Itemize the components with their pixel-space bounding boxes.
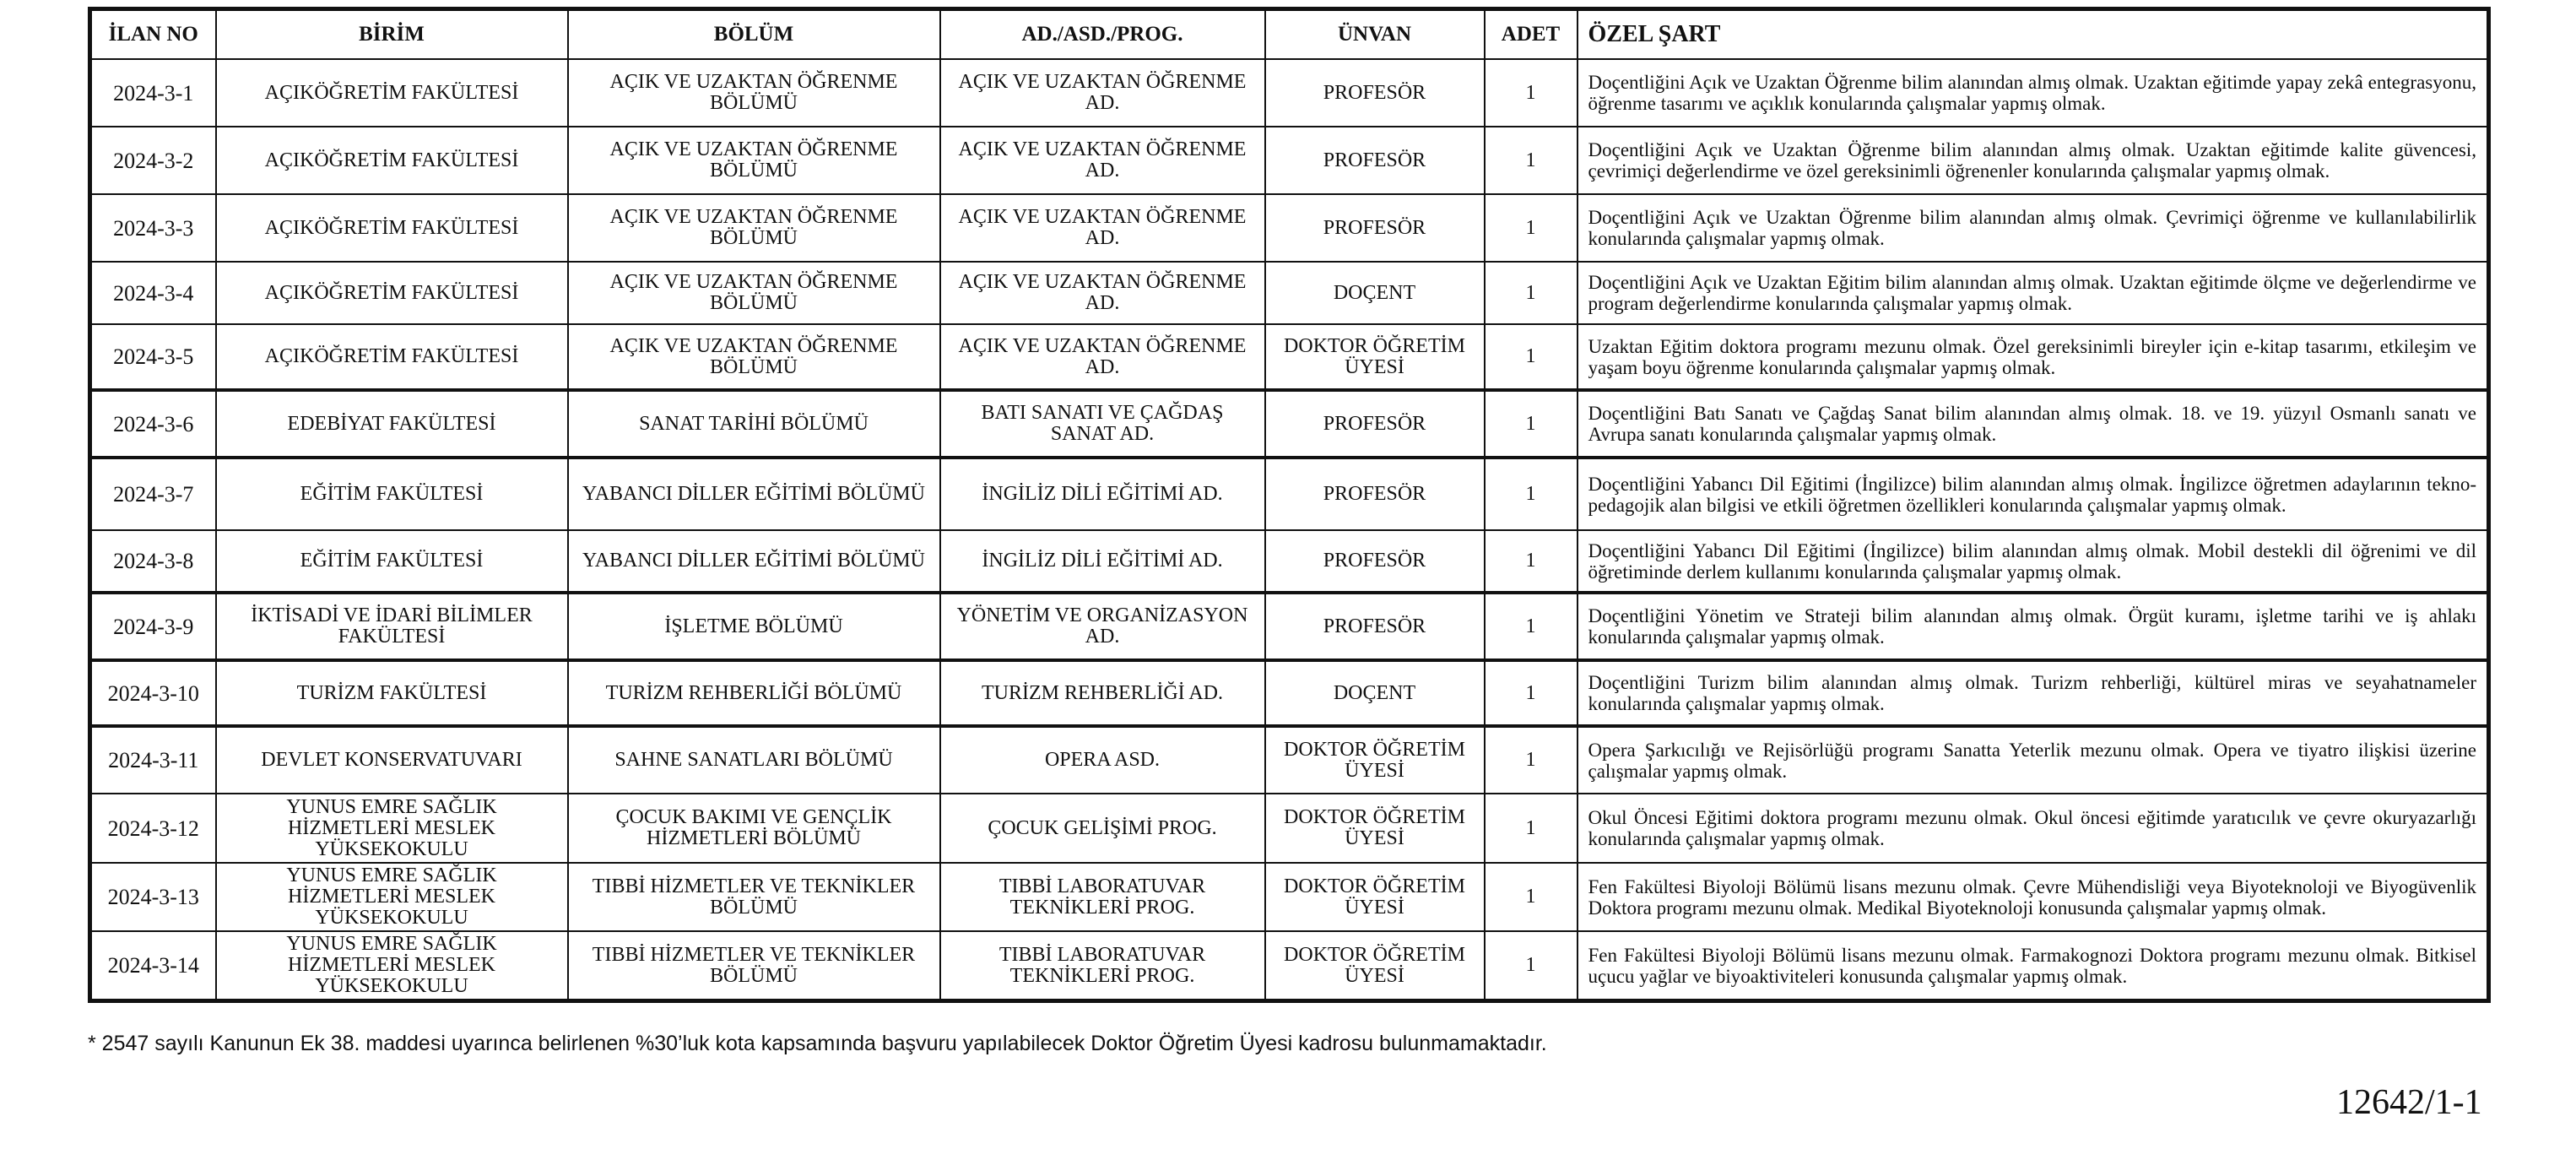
cell-ilan-no: 2024-3-11 [90,726,216,794]
header-bolum: BÖLÜM [568,9,940,60]
header-ilan-no: İLAN NO [90,9,216,60]
cell-unvan: DOKTOR ÖĞRETİM ÜYESİ [1265,726,1485,794]
cell-unvan: PROFESÖR [1265,194,1485,262]
footnote: * 2547 sayılı Kanunun Ek 38. maddesi uyarınca belirlenen %30’luk kota kapsamında başvuru yapılabilecek Doktor Öğretim Üyesi kadrosu bulunmamaktadır. [88,1032,1547,1055]
cell-bolum: AÇIK VE UZAKTAN ÖĞRENME BÖLÜMÜ [568,127,940,194]
table-row [90,127,2489,194]
cell-ilan-no: 2024-3-1 [90,59,216,127]
cell-bolum: TURİZM REHBERLİĞİ BÖLÜMÜ [568,660,940,726]
cell-bolum: SAHNE SANATLARI BÖLÜMÜ [568,726,940,794]
table-row [90,262,2489,324]
cell-unvan: DOÇENT [1265,262,1485,324]
header-ozel-sart: ÖZEL ŞART [1578,9,2489,60]
table-row [90,593,2489,660]
cell-adet: 1 [1485,726,1578,794]
cell-ozel-sart: Doçentliğini Açık ve Uzaktan Öğrenme bilim alanından almış olmak. Uzaktan eğitimde yapay zekâ entegrasyonu, öğrenme tasarımı ve açıklık konularında çalışmalar yapmış olmak. [1578,59,2489,127]
cell-unvan: DOKTOR ÖĞRETİM ÜYESİ [1265,794,1485,863]
cell-ilan-no: 2024-3-3 [90,194,216,262]
cell-bolum: İŞLETME BÖLÜMÜ [568,593,940,660]
header-adet: ADET [1485,9,1578,60]
cell-adet: 1 [1485,262,1578,324]
cell-ad-asd-prog: OPERA ASD. [940,726,1265,794]
cell-birim: TURİZM FAKÜLTESİ [216,660,568,726]
cell-birim: AÇIKÖĞRETİM FAKÜLTESİ [216,59,568,127]
cell-ad-asd-prog: İNGİLİZ DİLİ EĞİTİMİ AD. [940,530,1265,593]
cell-ilan-no: 2024-3-12 [90,794,216,863]
cell-ozel-sart: Opera Şarkıcılığı ve Rejisörlüğü programı Sanatta Yeterlik mezunu olmak. Opera ve tiyatro ilişkisi üzerine çalışmalar yapmış olmak. [1578,726,2489,794]
cell-unvan: PROFESÖR [1265,59,1485,127]
cell-ozel-sart: Doçentliğini Yabancı Dil Eğitimi (İngilizce) bilim alanından almış olmak. Mobil destekli dil öğrenimi ve dil öğretiminde derlem kullanımı konularında çalışmalar yapmış olmak. [1578,530,2489,593]
cell-ozel-sart: Fen Fakültesi Biyoloji Bölümü lisans mezunu olmak. Çevre Mühendisliği veya Biyoteknoloji ve Biyogüvenlik Doktora programı mezunu olmak. Medikal Biyoteknoloji konusunda çalışmalar yapmış olmak. [1578,863,2489,931]
cell-ilan-no: 2024-3-13 [90,863,216,931]
cell-birim: AÇIKÖĞRETİM FAKÜLTESİ [216,324,568,390]
cell-bolum: ÇOCUK BAKIMI VE GENÇLİK HİZMETLERİ BÖLÜMÜ [568,794,940,863]
cell-ad-asd-prog: TURİZM REHBERLİĞİ AD. [940,660,1265,726]
cell-bolum: AÇIK VE UZAKTAN ÖĞRENME BÖLÜMÜ [568,59,940,127]
cell-adet: 1 [1485,390,1578,458]
table-row [90,794,2489,863]
table-row [90,530,2489,593]
cell-bolum: AÇIK VE UZAKTAN ÖĞRENME BÖLÜMÜ [568,262,940,324]
cell-ozel-sart: Fen Fakültesi Biyoloji Bölümü lisans mezunu olmak. Farmakognozi Doktora programı mezunu olmak. Bitkisel uçucu yağlar ve biyoaktiviteleri konusunda çalışmalar yapmış olmak. [1578,931,2489,1001]
cell-ozel-sart: Doçentliğini Batı Sanatı ve Çağdaş Sanat bilim alanından almış olmak. 18. ve 19. yüzyıl Osmanlı sanatı ve Avrupa sanatı konularında çalışmalar yapmış olmak. [1578,390,2489,458]
cell-ozel-sart: Doçentliğini Turizm bilim alanından almış olmak. Turizm rehberliği, kültürel miras ve seyahatnameler konularında çalışmalar yapmış olmak. [1578,660,2489,726]
cell-adet: 1 [1485,530,1578,593]
table-row [90,931,2489,1001]
cell-unvan: DOKTOR ÖĞRETİM ÜYESİ [1265,931,1485,1001]
cell-ad-asd-prog: AÇIK VE UZAKTAN ÖĞRENME AD. [940,127,1265,194]
cell-ad-asd-prog: AÇIK VE UZAKTAN ÖĞRENME AD. [940,262,1265,324]
cell-ozel-sart: Okul Öncesi Eğitimi doktora programı mezunu olmak. Okul öncesi eğitimde yaratıcılık ve çevre okuryazarlığı konularında çalışmalar yapmış olmak. [1578,794,2489,863]
cell-bolum: TIBBİ HİZMETLER VE TEKNİKLER BÖLÜMÜ [568,863,940,931]
cell-ilan-no: 2024-3-8 [90,530,216,593]
cell-ozel-sart: Doçentliğini Yönetim ve Strateji bilim alanından almış olmak. Örgüt kuramı, işletme tarihi ve iş ahlakı konularında çalışmalar yapmış olmak. [1578,593,2489,660]
cell-bolum: AÇIK VE UZAKTAN ÖĞRENME BÖLÜMÜ [568,194,940,262]
cell-adet: 1 [1485,593,1578,660]
cell-birim: AÇIKÖĞRETİM FAKÜLTESİ [216,194,568,262]
cell-ilan-no: 2024-3-4 [90,262,216,324]
document-reference-number: 12642/1-1 [2336,1083,2482,1122]
header-unvan: ÜNVAN [1265,9,1485,60]
cell-ozel-sart: Uzaktan Eğitim doktora programı mezunu olmak. Özel gereksinimli bireyler için e-kitap tasarımı, etkileşim ve yaşam boyu öğrenme konularında çalışmalar yapmış olmak. [1578,324,2489,390]
cell-ad-asd-prog: BATI SANATI VE ÇAĞDAŞ SANAT AD. [940,390,1265,458]
cell-birim: İKTİSADİ VE İDARİ BİLİMLER FAKÜLTESİ [216,593,568,660]
cell-bolum: SANAT TARİHİ BÖLÜMÜ [568,390,940,458]
cell-ilan-no: 2024-3-6 [90,390,216,458]
cell-ozel-sart: Doçentliğini Yabancı Dil Eğitimi (İngilizce) bilim alanından almış olmak. İngilizce öğretmen adaylarının tekno-pedagojik alan bilgisi ve etkili öğretmen özellikleri konularında çalışmalar yapmış olmak. [1578,458,2489,530]
cell-bolum: TIBBİ HİZMETLER VE TEKNİKLER BÖLÜMÜ [568,931,940,1001]
job-postings-table [88,7,2491,1003]
table-row [90,59,2489,127]
cell-ilan-no: 2024-3-9 [90,593,216,660]
cell-adet: 1 [1485,863,1578,931]
cell-ad-asd-prog: AÇIK VE UZAKTAN ÖĞRENME AD. [940,324,1265,390]
cell-birim: EĞİTİM FAKÜLTESİ [216,458,568,530]
table-row [90,863,2489,931]
cell-adet: 1 [1485,931,1578,1001]
cell-birim: YUNUS EMRE SAĞLIK HİZMETLERİ MESLEK YÜKSEKOKULU [216,863,568,931]
cell-ilan-no: 2024-3-7 [90,458,216,530]
cell-adet: 1 [1485,59,1578,127]
cell-ad-asd-prog: ÇOCUK GELİŞİMİ PROG. [940,794,1265,863]
header-birim: BİRİM [216,9,568,60]
cell-birim: EDEBİYAT FAKÜLTESİ [216,390,568,458]
cell-ilan-no: 2024-3-10 [90,660,216,726]
cell-ad-asd-prog: YÖNETİM VE ORGANİZASYON AD. [940,593,1265,660]
cell-unvan: PROFESÖR [1265,530,1485,593]
cell-ad-asd-prog: TIBBİ LABORATUVAR TEKNİKLERİ PROG. [940,931,1265,1001]
cell-unvan: PROFESÖR [1265,127,1485,194]
cell-ilan-no: 2024-3-2 [90,127,216,194]
cell-adet: 1 [1485,660,1578,726]
table-body [90,59,2489,1001]
cell-bolum: YABANCI DİLLER EĞİTİMİ BÖLÜMÜ [568,458,940,530]
cell-birim: AÇIKÖĞRETİM FAKÜLTESİ [216,262,568,324]
cell-adet: 1 [1485,194,1578,262]
table-row [90,726,2489,794]
cell-ozel-sart: Doçentliğini Açık ve Uzaktan Öğrenme bilim alanından almış olmak. Uzaktan eğitimde kalite güvencesi, çevrimiçi değerlendirme ve özel gereksinimli öğrenenler konularında çalışmalar yapmış olmak. [1578,127,2489,194]
table-row [90,660,2489,726]
table-row [90,324,2489,390]
table-header-row [90,9,2489,60]
table-row [90,194,2489,262]
cell-ad-asd-prog: AÇIK VE UZAKTAN ÖĞRENME AD. [940,59,1265,127]
table-row [90,390,2489,458]
cell-adet: 1 [1485,324,1578,390]
cell-unvan: PROFESÖR [1265,458,1485,530]
cell-ad-asd-prog: AÇIK VE UZAKTAN ÖĞRENME AD. [940,194,1265,262]
cell-birim: DEVLET KONSERVATUVARI [216,726,568,794]
cell-unvan: PROFESÖR [1265,593,1485,660]
cell-ad-asd-prog: İNGİLİZ DİLİ EĞİTİMİ AD. [940,458,1265,530]
table-row [90,458,2489,530]
cell-unvan: DOÇENT [1265,660,1485,726]
cell-adet: 1 [1485,127,1578,194]
cell-birim: YUNUS EMRE SAĞLIK HİZMETLERİ MESLEK YÜKSEKOKULU [216,931,568,1001]
cell-ilan-no: 2024-3-5 [90,324,216,390]
cell-unvan: DOKTOR ÖĞRETİM ÜYESİ [1265,863,1485,931]
cell-birim: YUNUS EMRE SAĞLIK HİZMETLERİ MESLEK YÜKSEKOKULU [216,794,568,863]
cell-ad-asd-prog: TIBBİ LABORATUVAR TEKNİKLERİ PROG. [940,863,1265,931]
header-ad-asd-prog: AD./ASD./PROG. [940,9,1265,60]
cell-adet: 1 [1485,458,1578,530]
cell-bolum: AÇIK VE UZAKTAN ÖĞRENME BÖLÜMÜ [568,324,940,390]
cell-ozel-sart: Doçentliğini Açık ve Uzaktan Eğitim bilim alanından almış olmak. Uzaktan eğitimde ölçme ve değerlendirme ve program değerlendirme konularında çalışmalar yapmış olmak. [1578,262,2489,324]
cell-bolum: YABANCI DİLLER EĞİTİMİ BÖLÜMÜ [568,530,940,593]
cell-birim: EĞİTİM FAKÜLTESİ [216,530,568,593]
cell-ilan-no: 2024-3-14 [90,931,216,1001]
job-postings-document [88,7,2487,1003]
cell-adet: 1 [1485,794,1578,863]
cell-unvan: PROFESÖR [1265,390,1485,458]
cell-unvan: DOKTOR ÖĞRETİM ÜYESİ [1265,324,1485,390]
cell-ozel-sart: Doçentliğini Açık ve Uzaktan Öğrenme bilim alanından almış olmak. Çevrimiçi öğrenme ve kullanılabilirlik konularında çalışmalar yapmış olmak. [1578,194,2489,262]
cell-birim: AÇIKÖĞRETİM FAKÜLTESİ [216,127,568,194]
